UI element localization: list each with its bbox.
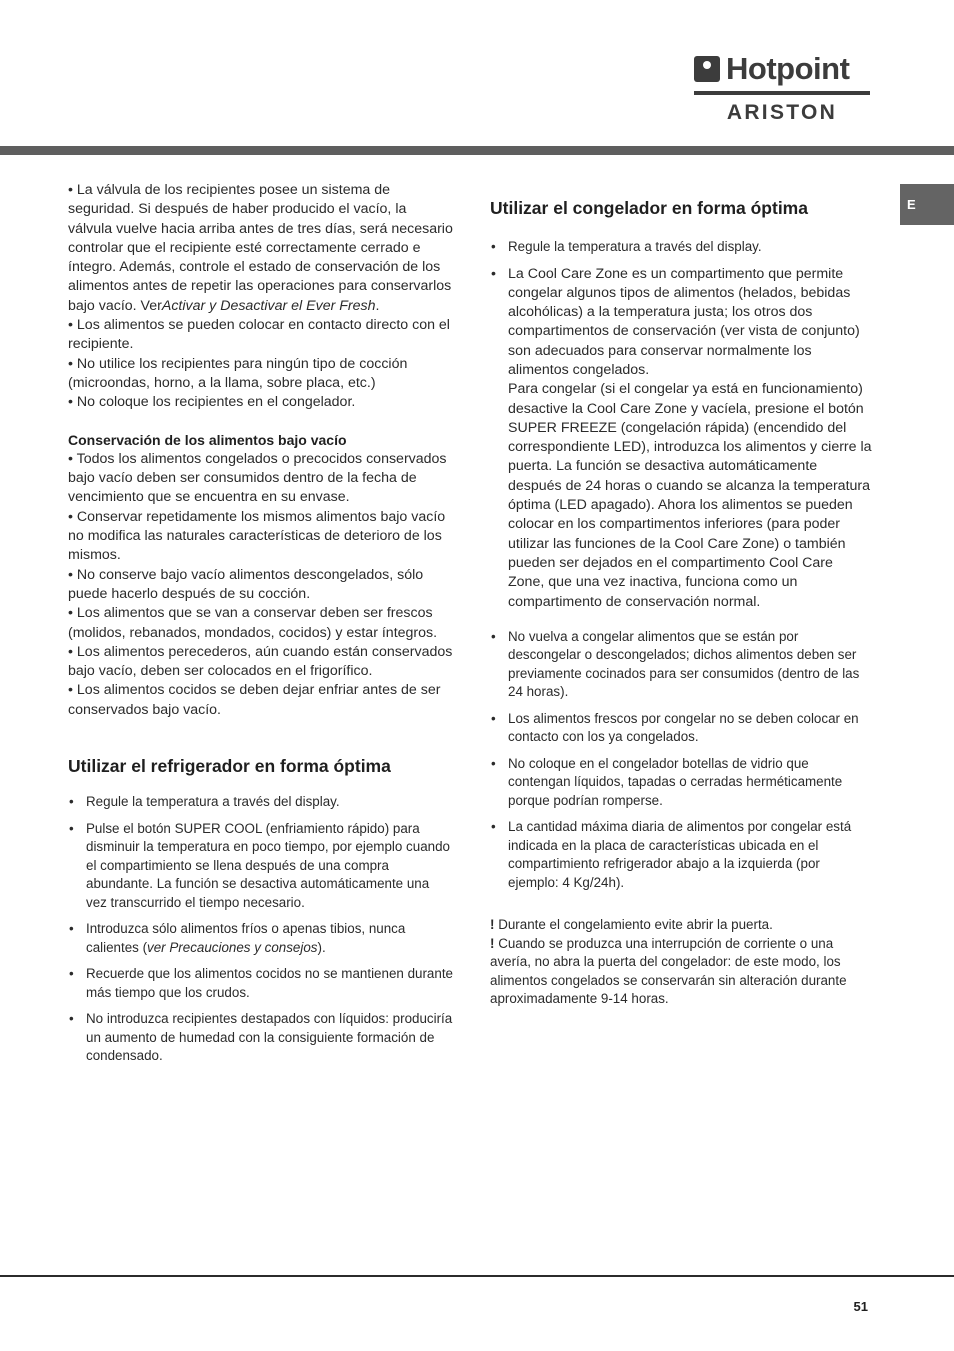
hotpoint-mark-icon	[694, 56, 720, 82]
warning-notes	[490, 916, 872, 1009]
list-item: • No vuelva a congelar alimentos que se están por descongelar o descongelados; dichos alimentos deben ser previamente cocinados para ser consumidos (dentro de las 24 horas).	[490, 628, 872, 702]
vacuum-item: • Los alimentos que se van a conservar deben ser frescos (molidos, rebanados, mondados, cocidos) y estar íntegros.	[68, 605, 438, 641]
vacuum-item: • Conservar repetidamente los mismos alimentos bajo vacío no modifica las naturales características de deterioro de los mismos.	[68, 508, 446, 564]
left-column	[68, 181, 453, 1066]
list-item: • Los alimentos frescos por congelar no se deben colocar en contacto con los ya congelados.	[490, 710, 872, 747]
list-item: • Regule la temperatura a través del display.	[68, 793, 453, 812]
header-bar	[0, 146, 954, 155]
logo-row	[694, 52, 870, 86]
list-item: • La Cool Care Zone es un compartimento que permite congelar algunos tipos de alimentos (helados, bebidas alcohólicas) a la temperatura justa; los otros dos compartimentos de conservación (ver vista de conjunto) son adecuados para conservar normalmente los alimentos congelados. Para congelar (si el congelar ya está en funcionamiento) desactive la Cool Care Zone y vacíela, presione el botón SUPER FREEZE (congelación rápida) (encendido del correspondiente LED), introduzca los alimentos y cierre la puerta. La función se desactiva automáticamente después de 24 horas o cuando se alcanza la temperatura óptima (LED apagado). Ahora los alimentos se pueden colocar en los compartimentos inferiores (para poder utilizar las funciones de la Cool Care Zone) o también pueden ser dejados en el compartimento Cool Care Zone, que una vez inactiva, funciona como un compartimento de conservación normal.	[490, 265, 872, 612]
footer-rule	[0, 1275, 954, 1277]
warning-icon: !	[490, 935, 495, 951]
vacuum-item: • Los alimentos perecederos, aún cuando están conservados bajo vacío, deben ser colocados en el frigorífico.	[68, 643, 453, 680]
list-item: • Recuerde que los alimentos cocidos no se mantienen durante más tiempo que los crudos.	[68, 965, 453, 1002]
vacuum-item: • Todos los alimentos congelados o precocidos conservados bajo vacío deben ser consumidos dentro de la fecha de vencimiento que se encuentra en su envase.	[68, 450, 447, 506]
vacuum-title: Conservación de los alimentos bajo vacío	[68, 431, 347, 448]
language-tab: E	[900, 184, 954, 225]
list-item: • Regule la temperatura a través del display.	[490, 238, 872, 257]
fridge-title: Utilizar el refrigerador en forma óptima	[68, 756, 391, 777]
intro-item: • La válvula de los recipientes posee un sistema de seguridad. Si después de haber producido el vacío, la válvula vuelve hacia arriba antes de tres días, será necesario controlar que el recipiente esté correctamente cerrado e íntegro. Además, controle el estado de conservación de los alimentos antes de repetir las operaciones para conservarlos bajo vacío. VerActivar y Desactivar el Ever Fresh.	[68, 182, 453, 314]
intro-item: • No coloque los recipientes en el congelador.	[68, 394, 356, 411]
right-column	[490, 196, 872, 1009]
warning-note: ! Cuando se produzca una interrupción de corriente o una avería, no abra la puerta del congelador: de este modo, los alimentos congelados se conservarán sin alteración durante aproximadamente 9-14 horas.	[490, 935, 847, 1007]
brand-logo	[694, 52, 870, 126]
list-item: • No introduzca recipientes destapados con líquidos: produciría un aumento de humedad con la consiguiente formación de condensado.	[68, 1010, 453, 1066]
brand-name: Hotpoint	[726, 51, 850, 86]
vacuum-item: • No conserve bajo vacío alimentos descongelados, sólo puede hacerlo después de su cocción.	[68, 566, 424, 602]
freezer-list	[490, 238, 872, 892]
list-item: • La cantidad máxima diaria de alimentos por congelar está indicada en la placa de características ubicada en el compartimiento refrigerador abajo a la izquierda (por ejemplo: 4 Kg/24h).	[490, 818, 872, 892]
logo-divider	[694, 91, 870, 95]
list-item: • No coloque en el congelador botellas de vidrio que contengan líquidos, tapadas o cerradas herméticamente porque podrían romperse.	[490, 755, 872, 811]
page-number: 51	[853, 1299, 868, 1314]
list-item: • Pulse el botón SUPER COOL (enfriamiento rápido) para disminuir la temperatura en poco tiempo, por ejemplo cuando el compartimiento se llena después de una compra abundante. La función se desactiva automáticamente una vez transcurrido el tiempo necesario.	[68, 820, 453, 913]
warning-icon: !	[490, 917, 495, 933]
warning-note: ! Durante el congelamiento evite abrir la puerta.	[490, 917, 773, 933]
brand-sub: ARISTON	[726, 101, 838, 124]
list-item: • Introduzca sólo alimentos fríos o apenas tibios, nunca calientes (ver Precauciones y consejos).	[68, 920, 453, 957]
vacuum-item: • Los alimentos cocidos se deben dejar enfriar antes de ser conservados bajo vacío.	[68, 682, 441, 718]
fridge-list	[68, 793, 453, 1066]
intro-item: • No utilice los recipientes para ningún tipo de cocción (microondas, horno, a la llama, sobre placa, etc.)	[68, 355, 408, 391]
intro-item: • Los alimentos se pueden colocar en contacto directo con el recipiente.	[68, 317, 450, 353]
freezer-title: Utilizar el congelador en forma óptima	[490, 198, 808, 218]
